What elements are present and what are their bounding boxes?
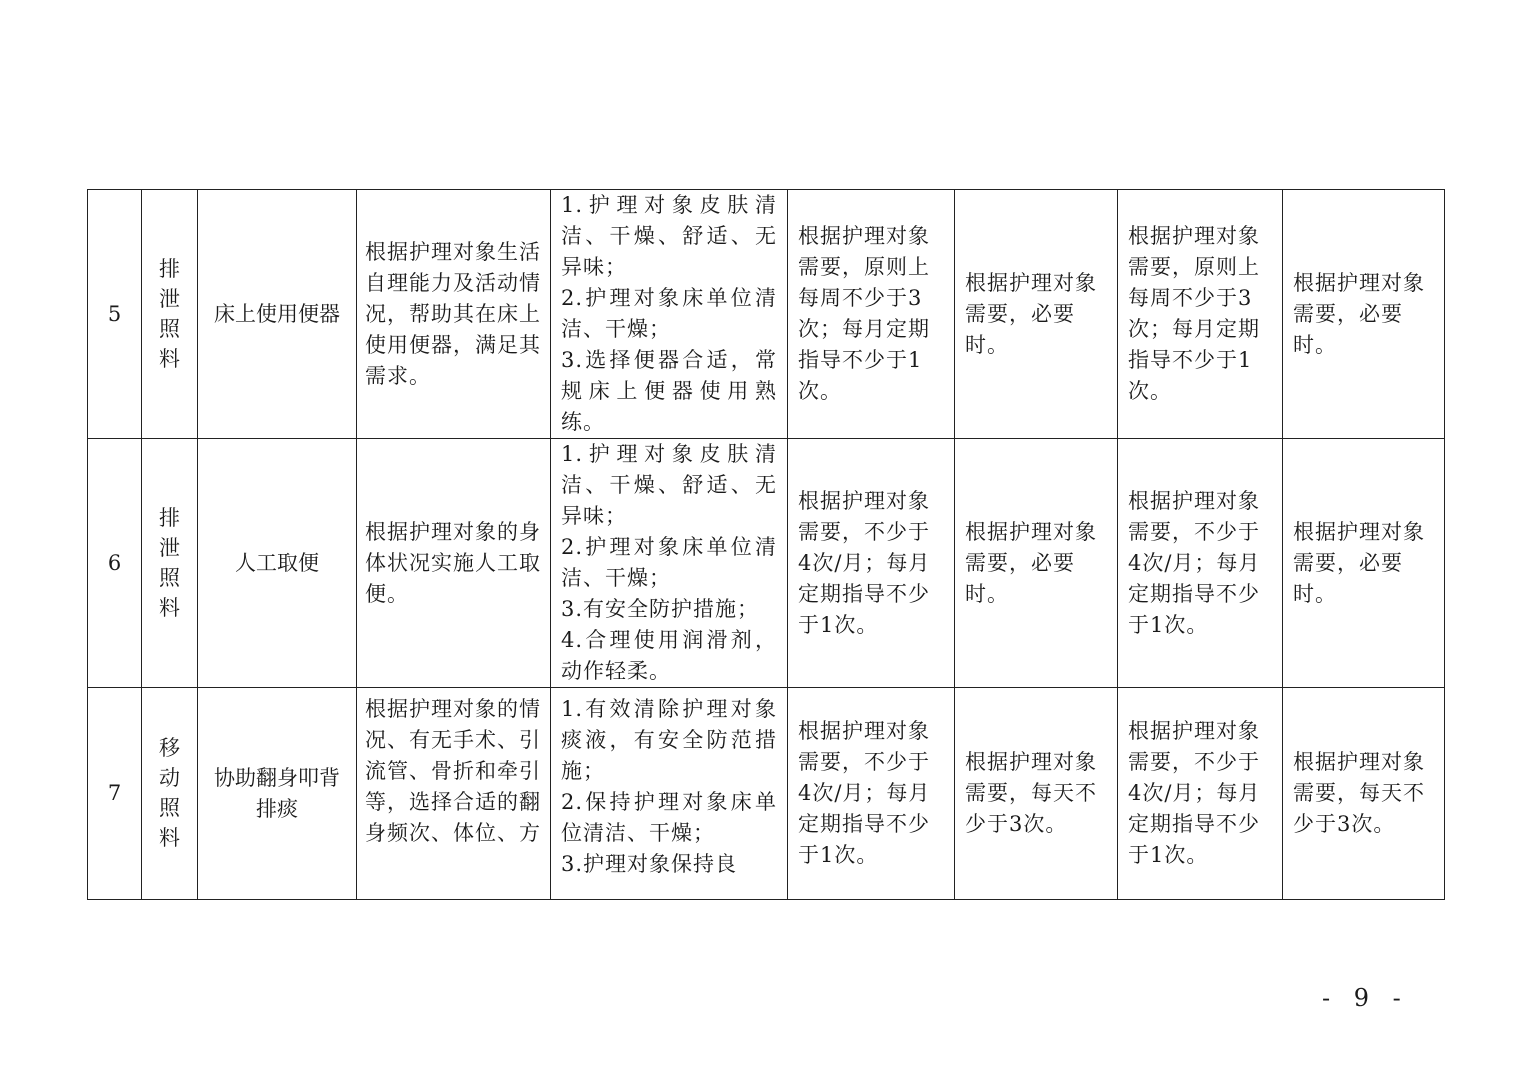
category-label: 移动照料 [159, 736, 180, 850]
row-number: 7 [88, 688, 142, 900]
frequency-cell-1: 根据护理对象需要，不少于4次/月；每月定期指导不少于1次。 [788, 688, 955, 900]
category-label: 排泄照料 [159, 505, 180, 620]
frequency-cell-4: 根据护理对象需要，必要时。 [1283, 439, 1445, 688]
frequency-cell-2: 根据护理对象需要，必要时。 [955, 439, 1118, 688]
quality-requirement-cell [551, 688, 788, 900]
category-cell [142, 439, 198, 688]
service-content-cell: 根据护理对象生活自理能力及活动情况，帮助其在床上使用便器，满足其需求。 [357, 190, 551, 439]
service-item-cell: 人工取便 [198, 439, 357, 688]
quality-requirement-cell [551, 190, 788, 439]
frequency-cell-3: 根据护理对象需要，原则上每周不少于3次；每月定期指导不少于1次。 [1118, 190, 1283, 439]
service-content-cell: 根据护理对象的情况、有无手术、引流管、骨折和牵引等，选择合适的翻身频次、体位、方 [357, 688, 551, 900]
quality-requirement-text: 1.护理对象皮肤清洁、干燥、舒适、无异味； 2.护理对象床单位清洁、干燥； 3.选择便器合适，常规床上便器使用熟练。 [561, 193, 777, 434]
service-content-cell: 根据护理对象的身体状况实施人工取便。 [357, 439, 551, 688]
page-number: - 9 - [1322, 984, 1409, 1012]
category-label: 排泄照料 [159, 256, 180, 371]
frequency-cell-3: 根据护理对象需要，不少于4次/月；每月定期指导不少于1次。 [1118, 439, 1283, 688]
quality-requirement-cell [551, 439, 788, 688]
frequency-cell-3: 根据护理对象需要，不少于4次/月；每月定期指导不少于1次。 [1118, 688, 1283, 900]
frequency-cell-1: 根据护理对象需要，不少于4次/月；每月定期指导不少于1次。 [788, 439, 955, 688]
frequency-cell-2: 根据护理对象需要，必要时。 [955, 190, 1118, 439]
category-cell [142, 190, 198, 439]
service-item-cell: 协助翻身叩背排痰 [198, 688, 357, 900]
service-item-cell: 床上使用便器 [198, 190, 357, 439]
table-row [88, 190, 1445, 439]
quality-requirement-text: 1.有效清除护理对象痰液，有安全防范措施； 2.保持护理对象床单位清洁、干燥； 3.护理对象保持良 [561, 697, 777, 876]
frequency-cell-4: 根据护理对象需要，必要时。 [1283, 190, 1445, 439]
row-number: 6 [88, 439, 142, 688]
row-number: 5 [88, 190, 142, 439]
frequency-cell-4: 根据护理对象需要，每天不少于3次。 [1283, 688, 1445, 900]
quality-requirement-text: 1.护理对象皮肤清洁、干燥、舒适、无异味； 2.护理对象床单位清洁、干燥； 3.有安全防护措施； 4.合理使用润滑剂，动作轻柔。 [561, 442, 777, 683]
frequency-cell-2: 根据护理对象需要，每天不少于3次。 [955, 688, 1118, 900]
table-row [88, 688, 1445, 900]
table-row [88, 439, 1445, 688]
category-cell [142, 688, 198, 900]
care-service-table [87, 189, 1445, 900]
frequency-cell-1: 根据护理对象需要，原则上每周不少于3次；每月定期指导不少于1次。 [788, 190, 955, 439]
